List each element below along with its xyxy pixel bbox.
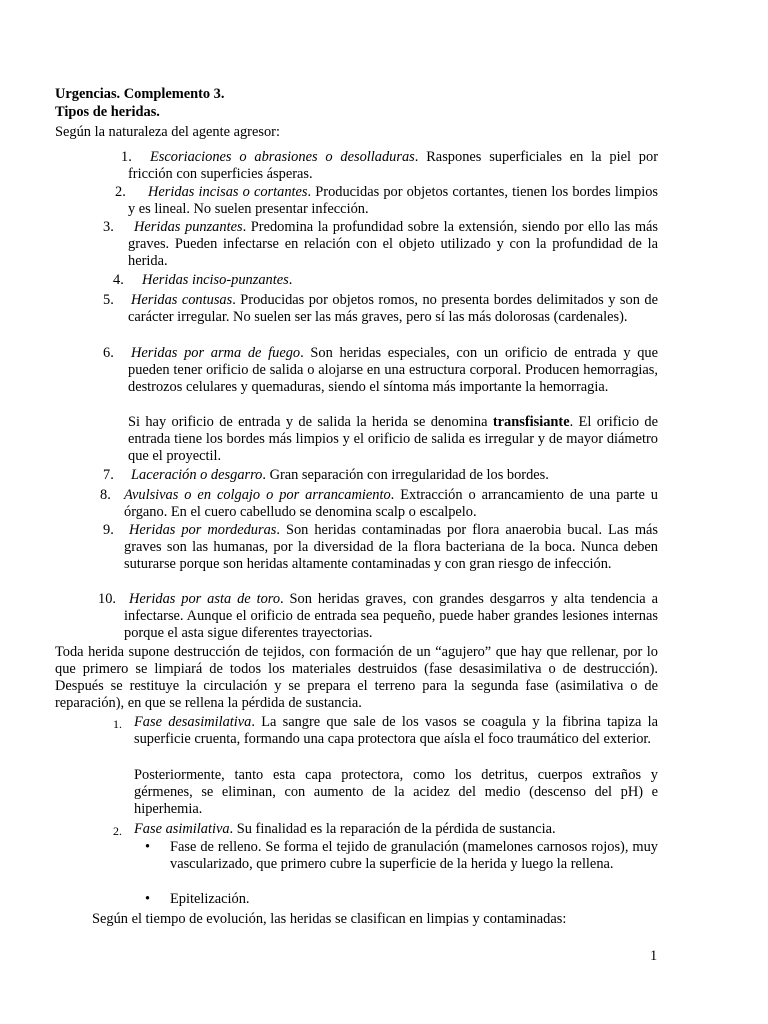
bullet-icon: • bbox=[145, 891, 151, 907]
paragraph-text: Si hay orificio de entrada y de salida la herida se denomina bbox=[128, 414, 493, 430]
item-number: 10. bbox=[98, 591, 116, 607]
item-number: 1. bbox=[121, 149, 132, 165]
wound-name: Heridas incisas o cortantes bbox=[148, 184, 308, 200]
bullet-item: Fase de relleno. Se forma el tejido de granulación (mamelones carnosos rojos), muy vascularizado, que primero cubre la superficie de la herida y luego la rellena. bbox=[170, 839, 658, 872]
phase-item bbox=[134, 821, 658, 838]
wound-text: . Predomina la profundidad sobre la extensión, siendo por ello las más graves. Pueden infectarse en relación con el objeto utilizado y con la profundidad de la herida. bbox=[128, 219, 658, 269]
paragraph-text: . El orificio de entrada tiene los bordes más limpios y el orificio de salida es irregular y de mayor diámetro que el proyectil. bbox=[128, 414, 659, 464]
phase-name: Fase desasimilativa bbox=[134, 714, 252, 730]
item-number: 3. bbox=[103, 219, 114, 235]
list-item bbox=[128, 219, 658, 270]
page-number: 1 bbox=[650, 948, 658, 964]
phase-item bbox=[134, 714, 658, 748]
phase-number: 1. bbox=[113, 717, 122, 731]
list-item bbox=[128, 292, 658, 326]
wound-name: Heridas inciso-punzantes bbox=[142, 272, 289, 288]
phase-text: . Su finalidad es la reparación de la pérdida de sustancia. bbox=[229, 821, 556, 837]
wound-name: Heridas por asta de toro bbox=[129, 591, 281, 607]
item-number: 2. bbox=[115, 184, 126, 200]
phase-text: . La sangre que sale de los vasos se coagula y la fibrina tapiza la superficie cruenta, formando una capa protectora que aísla el foco traumático del exterior. bbox=[134, 714, 658, 747]
list-item bbox=[142, 272, 642, 289]
wound-text: . Son heridas contaminadas por flora anaerobia bucal. Las más graves son las humanas, por la diversidad de la flora bacteriana de la boca. Nunca deben suturarse porque son heridas altamente contaminadas y con gran riesgo de infección. bbox=[124, 522, 658, 572]
wound-name: Heridas punzantes bbox=[134, 219, 243, 235]
list-item bbox=[128, 149, 658, 183]
wound-name: Heridas por arma de fuego bbox=[131, 345, 301, 361]
wound-name: Heridas por mordeduras bbox=[129, 522, 277, 538]
bold-term: transfisiante bbox=[492, 414, 570, 430]
item-number: 5. bbox=[103, 292, 114, 308]
wound-name: Laceración o desgarro bbox=[131, 467, 263, 483]
wound-name: Escoriaciones o abrasiones o desolladuras bbox=[150, 149, 415, 165]
healing-paragraph: Toda herida supone destrucción de tejidos, con formación de un “agujero” que hay que rellenar, por lo que primero se limpiará de todos los materiales destruidos (fase desasimilativa o de destrucción). Después se restituye la circulación y se prepara el terreno para la segunda fase (asimilativa o de reparación), en que se rellena la pérdida de sustancia. bbox=[55, 644, 658, 711]
intro-text: Según la naturaleza del agente agresor: bbox=[55, 124, 280, 140]
list-item bbox=[124, 522, 658, 573]
list-item bbox=[128, 184, 658, 218]
phase-number: 2. bbox=[113, 824, 122, 838]
wound-text: . Son heridas graves, con grandes desgarros y alta tendencia a infectarse. Aunque el orificio de entrada sea pequeño, puede haber grandes lesiones internas porque el asta sigue diferentes trayectorias. bbox=[124, 591, 658, 641]
item-number: 8. bbox=[100, 487, 111, 503]
closing-text: Según el tiempo de evolución, las heridas se clasifican en limpias y contaminadas: bbox=[92, 911, 567, 927]
wound-text: . Raspones superficiales en la piel por fricción con superficies ásperas. bbox=[128, 149, 658, 182]
item-number: 6. bbox=[103, 345, 114, 361]
wound-text: . Producidas por objetos romos, no presenta bordes delimitados y son de carácter irregular. No suelen ser las más graves, pero sí las más dolorosas (cardenales). bbox=[128, 292, 658, 325]
list-item bbox=[128, 467, 658, 484]
phase-extra-paragraph: Posteriormente, tanto esta capa protectora, como los detritus, cuerpos extraños y gérmenes, se eliminan, con aumento de la acidez del medio (descenso del pH) e hiperhemia. bbox=[134, 767, 658, 817]
section-heading: Tipos de heridas. bbox=[55, 104, 160, 120]
list-item bbox=[128, 345, 658, 396]
wound-text: . Extracción o arrancamiento de una parte u órgano. En el cuero cabelludo se denomina scalp o escalpelo. bbox=[124, 487, 658, 520]
wound-text: . Producidas por objetos cortantes, tienen los bordes limpios y es lineal. No suelen presentar infección. bbox=[128, 184, 659, 217]
wound-text: . Son heridas especiales, con un orificio de entrada y que pueden tener orificio de salida o alojarse en una estructura corporal. Producen hemorragias, destrozos celulares y quemaduras, siendo el síntoma más importante la hemorragia. bbox=[128, 345, 658, 395]
list-item bbox=[124, 487, 658, 521]
wound-text: . bbox=[288, 272, 293, 288]
wound-name: Heridas contusas bbox=[131, 292, 233, 308]
item-number: 9. bbox=[103, 522, 114, 538]
bullet-icon: • bbox=[145, 839, 151, 855]
bullet-item: Epitelización. bbox=[170, 891, 250, 907]
list-item bbox=[124, 591, 658, 642]
document-title: Urgencias. Complemento 3. bbox=[55, 86, 225, 102]
wound-name: Avulsivas o en colgajo o por arrancamiento bbox=[124, 487, 391, 503]
item-number: 7. bbox=[103, 467, 114, 483]
phase-name: Fase asimilativa bbox=[134, 821, 230, 837]
wound-text: . Gran separación con irregularidad de los bordes. bbox=[262, 467, 549, 483]
item-number: 4. bbox=[113, 272, 124, 288]
gunshot-extra-paragraph bbox=[128, 414, 658, 465]
